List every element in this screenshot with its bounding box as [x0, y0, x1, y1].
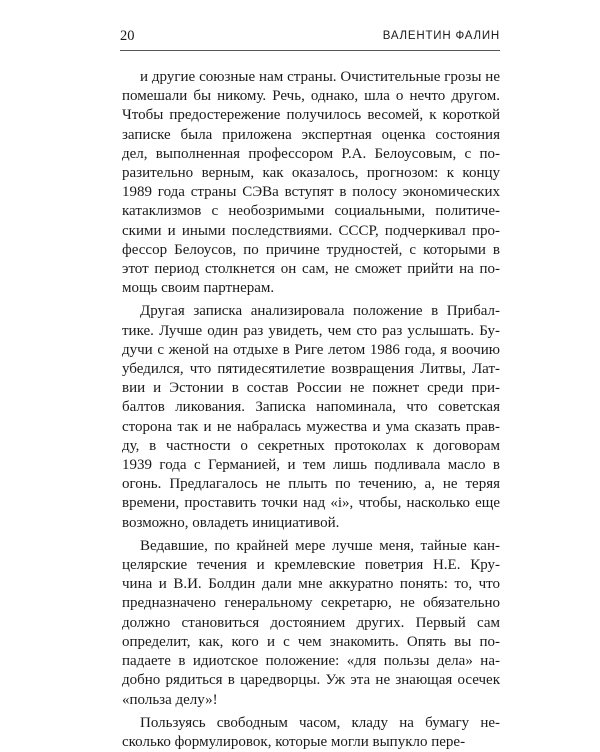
paragraph: [122, 68, 500, 298]
paragraph: [122, 714, 500, 752]
text-line: определит, как, кого и с чем знакомить. Опять вы по-: [122, 633, 500, 650]
page-header: [120, 26, 500, 51]
text-line: Пользуясь свободным часом, кладу на бумагу не-: [140, 714, 500, 731]
text-line: балтов ликования. Записка напоминала, что советская: [122, 399, 500, 416]
text-line: целярские течения и кремлевские поветрия Н.Е. Кру-: [122, 557, 500, 574]
paragraph: [122, 537, 500, 710]
text-line: огонь. Предлагалось не плыть по течению, а, не теряя: [122, 476, 500, 493]
text-line: вии и Эстонии в состав России не пожнет среди при-: [122, 380, 500, 397]
text-line: разительно верным, как оказалось, прогнозом: к концу: [122, 165, 500, 182]
text-line: этот период столкнется он сам, не сможет прийти на по-: [122, 261, 500, 278]
body-text: [122, 68, 500, 752]
text-line: Другая записка анализировала положение в Прибал-: [140, 303, 500, 320]
text-line: 1939 года с Германией, и тем лишь подливала масло в: [122, 457, 500, 474]
page-number: 20: [120, 28, 135, 44]
text-line: скими и иными последствиями. СССР, подчеркивал про-: [122, 222, 500, 239]
text-line: ду, в частности о секретных протоколах к договорам: [122, 437, 500, 454]
text-line: дучи с женой на отдыхе в Риге летом 1986 года, я воочию: [122, 341, 500, 358]
text-line: 1989 года страны СЭВа вступят в полосу экономических: [122, 184, 500, 201]
text-line: дел, выполненная профессором Р.А. Белоусовым, с по-: [122, 145, 500, 162]
text-line: времени, проставить точки над «i», чтобы, насколько еще: [122, 495, 500, 512]
text-line: падаете в идиотское положение: «для пользы дела» на-: [122, 653, 500, 670]
text-line: возможно, овладеть инициативой.: [122, 514, 340, 531]
text-line: мощь своим партнерам.: [122, 280, 275, 297]
text-line: сторона так и не набралась мужества и ума сказать прав-: [122, 418, 500, 435]
text-line: Ведавшие, по крайней мере лучше меня, тайные кан-: [140, 537, 500, 554]
text-line: помешали бы никому. Речь, однако, шла о нечто другом.: [122, 88, 500, 105]
text-line: записке была приложена экспертная оценка состояния: [122, 126, 500, 143]
text-line: «польза делу»!: [122, 691, 218, 708]
text-line: и другие союзные нам страны. Очистительные грозы не: [140, 69, 500, 85]
text-line: добно рядиться в царедворцы. Уж эта не знающая осечек: [122, 672, 500, 689]
text-line: убедился, что пятидесятилетие возвращения Литвы, Лат-: [122, 361, 500, 378]
text-line: Чтобы предостережение получилось весомей, к короткой: [122, 107, 500, 124]
text-line: сколько формулировок, которые могли выпукло пере-: [122, 733, 466, 750]
text-line: должно становиться достоянием других. Первый сам: [122, 614, 500, 631]
text-line: катаклизмов с необозримыми социальными, политиче-: [122, 203, 500, 220]
text-line: тике. Лучше один раз увидеть, чем сто раз услышать. Бу-: [122, 322, 500, 339]
running-head: ВАЛЕНТИН ФАЛИН: [382, 30, 500, 42]
text-line: фессор Белоусов, по причине трудностей, с которыми в: [122, 241, 500, 258]
text-line: чина и В.И. Болдин дали мне аккуратно понять: то, что: [122, 576, 500, 593]
paragraph: [122, 302, 500, 532]
text-line: предназначено генеральному секретарю, не обязательно: [122, 595, 500, 612]
